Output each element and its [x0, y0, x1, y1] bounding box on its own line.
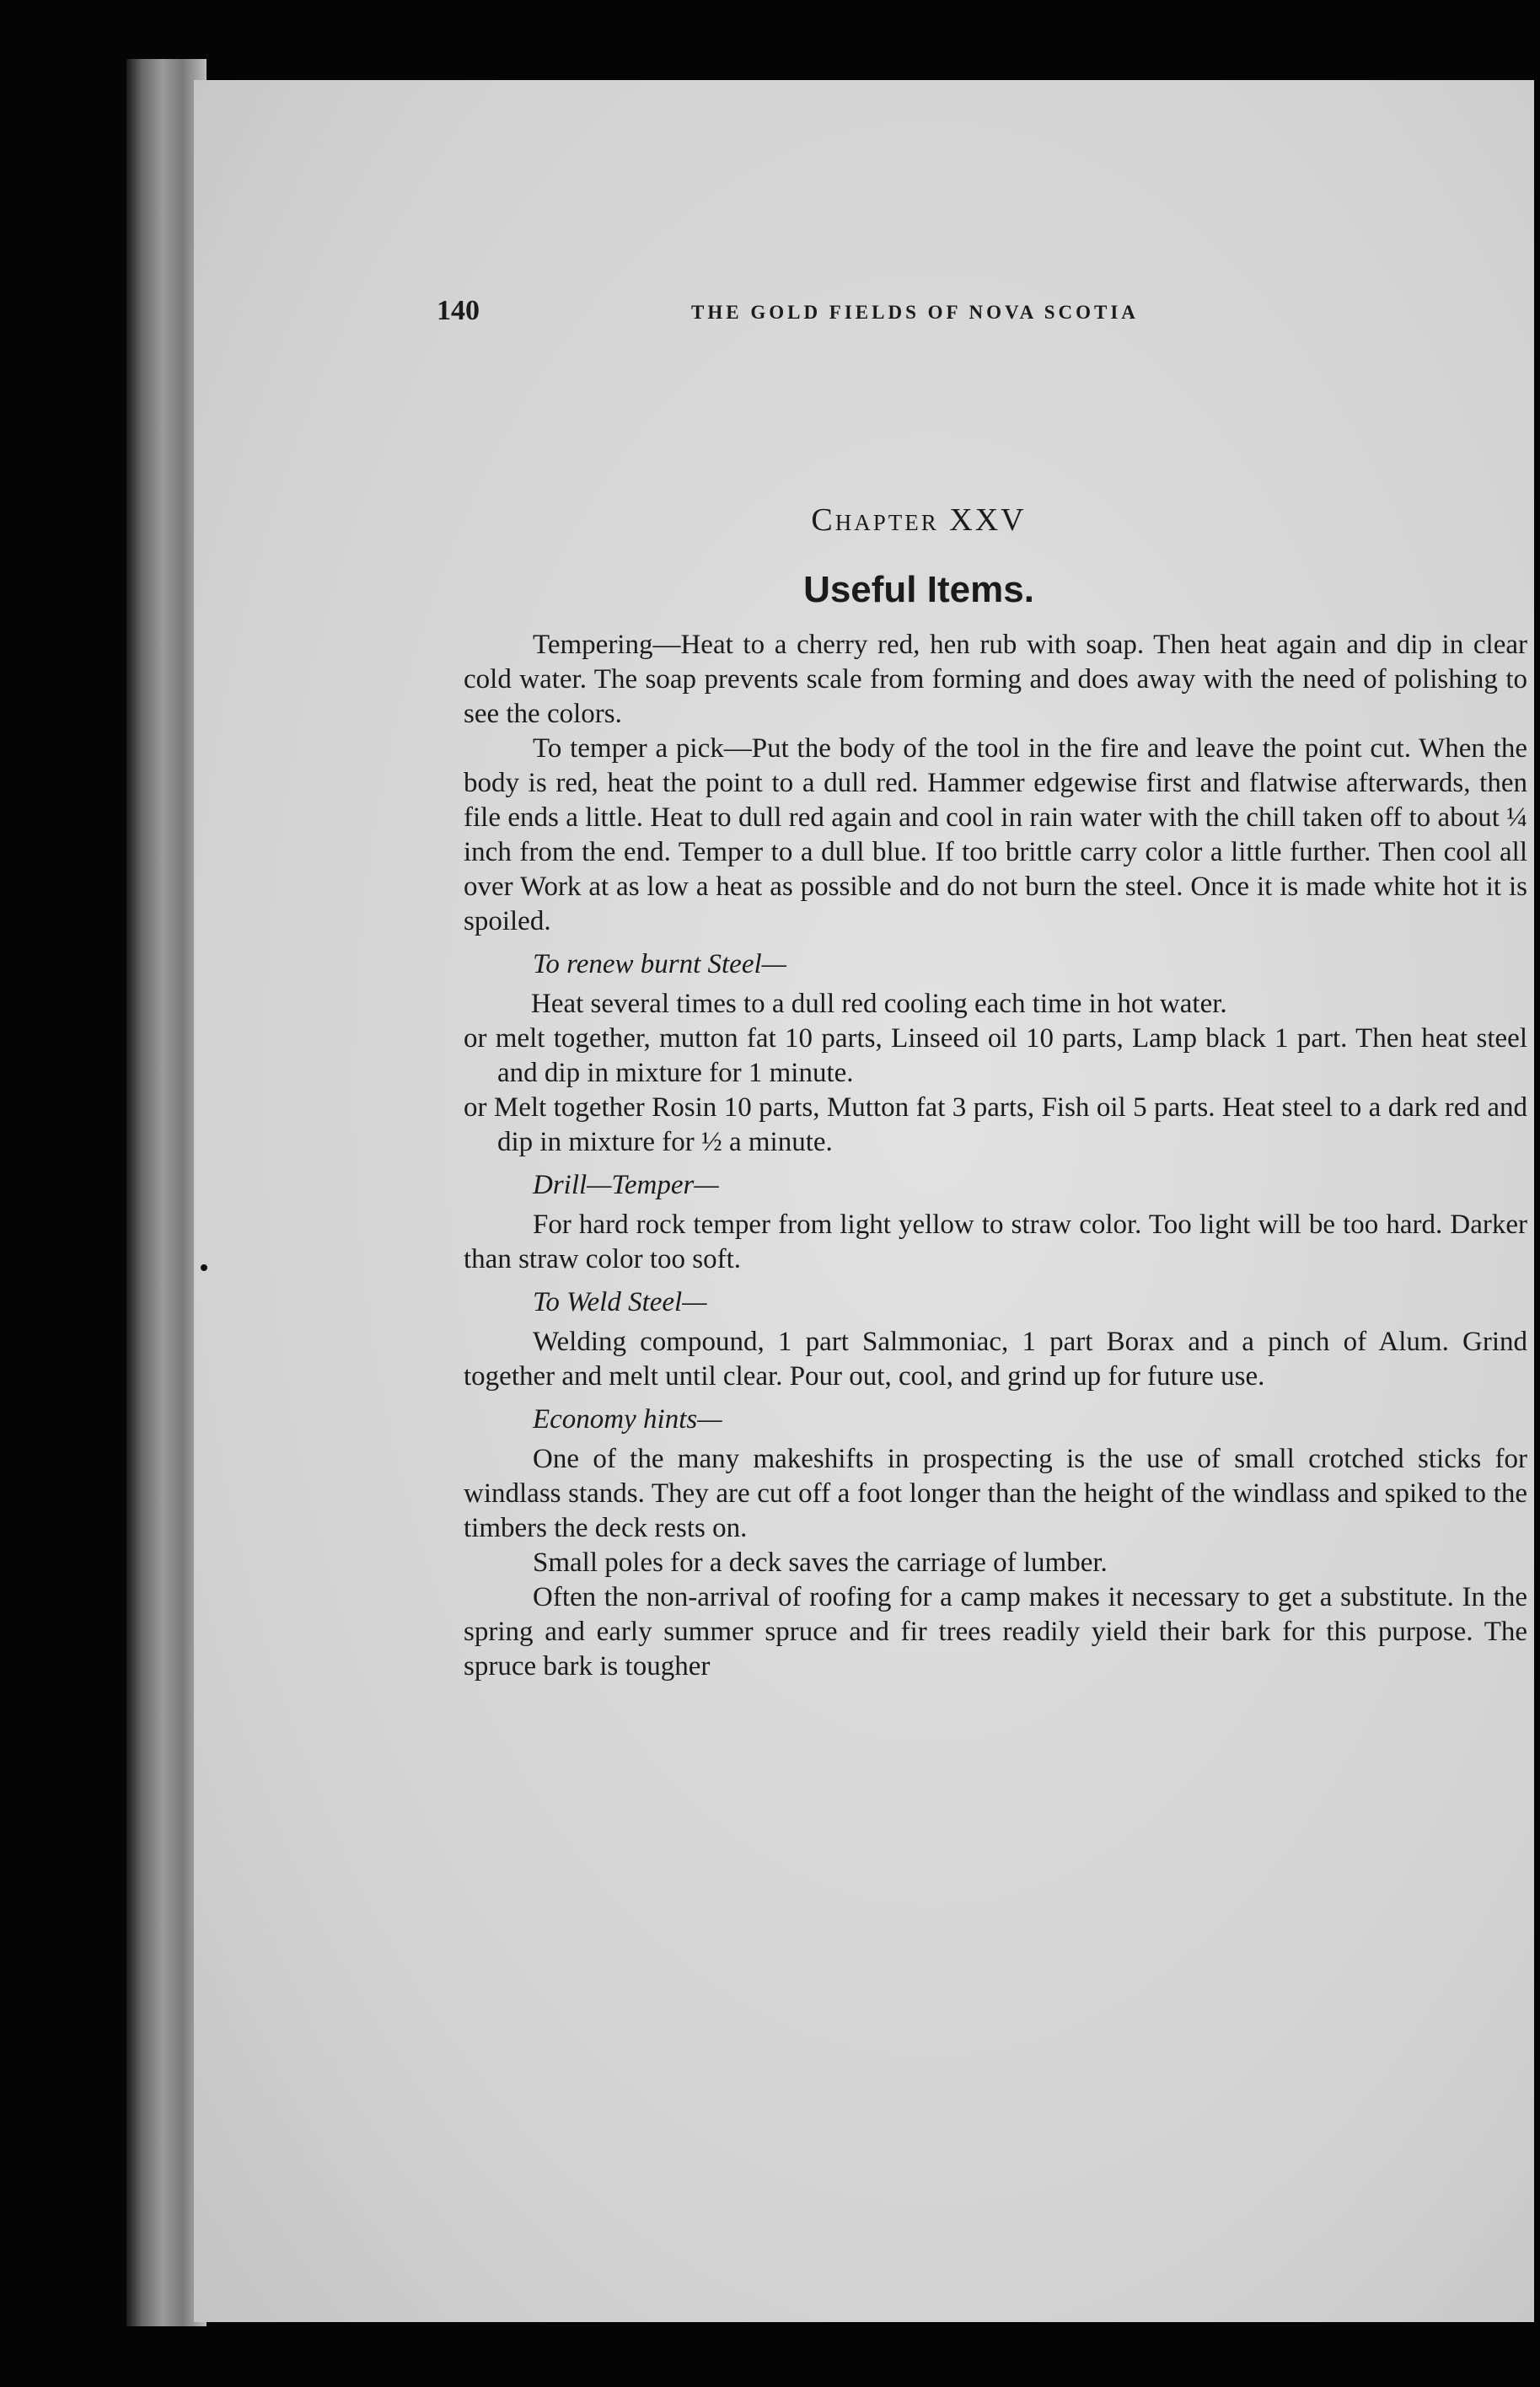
section-title: Useful Items.: [803, 569, 1034, 610]
subheading-drill-temper: Drill—Temper—: [533, 1170, 719, 1200]
paragraph-weld: Welding compound, 1 part Salmmoniac, 1 part Borax and a pinch of Alum. Grind together and melt until clear. Pour out, cool, and grind up for future use.: [464, 1327, 1527, 1392]
body-text: [464, 628, 1527, 1684]
paragraph-burnt-2: or melt together, mutton fat 10 parts, Linseed oil 10 parts, Lamp black 1 part. Then heat steel and dip in mixture for 1 minute.: [464, 1023, 1527, 1088]
scan-speck: [201, 1264, 207, 1271]
paragraph-economy-2: Small poles for a deck saves the carriage of lumber.: [533, 1548, 1108, 1578]
chapter-heading: Chapter XXV: [811, 502, 1027, 538]
running-title: THE GOLD FIELDS OF NOVA SCOTIA: [691, 302, 1139, 323]
paragraph-burnt-1: Heat several times to a dull red cooling each time in hot water.: [531, 989, 1227, 1019]
running-head: [194, 295, 1534, 329]
paragraph-drill: For hard rock temper from light yellow to straw color. Too light will be too hard. Darker than straw color too soft.: [464, 1210, 1527, 1274]
page-number: 140: [437, 295, 480, 326]
paragraph-pick: To temper a pick—Put the body of the tool in the fire and leave the point cut. When the body is red, heat the point to a dull red. Hammer edgewise first and flatwise afterwards, then file ends a little. Heat to dull red again and cool in rain water with the chill taken off to about ¼ inch from the end. Temper to a dull blue. If too brittle carry color a little further. Then cool all over Work at as low a heat as possible and do not burn the steel. Once it is made white hot it is spoiled.: [464, 733, 1527, 936]
subheading-burnt-steel: To renew burnt Steel—: [533, 949, 786, 979]
paragraph-tempering: Tempering—Heat to a cherry red, hen rub with soap. Then heat again and dip in clear cold water. The soap prevents scale from forming and does away with the need of polishing to see the colors.: [464, 630, 1527, 729]
subheading-weld-steel: To Weld Steel—: [533, 1287, 707, 1317]
book-page: [194, 80, 1534, 2322]
paragraph-burnt-3: or Melt together Rosin 10 parts, Mutton fat 3 parts, Fish oil 5 parts. Heat steel to a dark red and dip in mixture for ½ a minute.: [464, 1092, 1527, 1157]
subheading-economy-hints: Economy hints—: [533, 1404, 722, 1435]
paragraph-economy-1: One of the many makeshifts in prospecting is the use of small crotched sticks for windlass stands. They are cut off a foot longer than the height of the windlass and spiked to the timbers the deck rests on.: [464, 1444, 1527, 1543]
paragraph-economy-3: Often the non-arrival of roofing for a camp makes it necessary to get a substitute. In the spring and early summer spruce and fir trees readily yield their bark for this purpose. The spruce bark is tougher: [464, 1582, 1527, 1682]
